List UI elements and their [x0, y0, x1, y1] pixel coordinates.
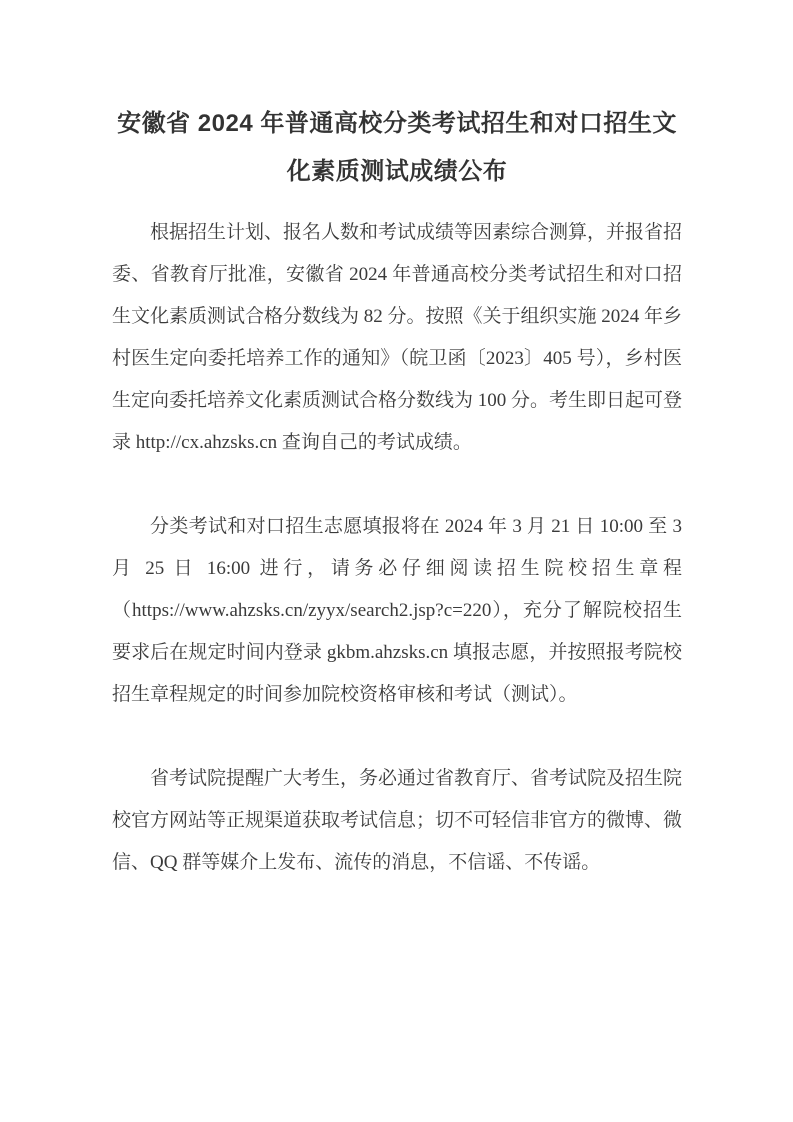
paragraph-application-schedule: 分类考试和对口招生志愿填报将在 2024 年 3 月 21 日 10:00 至 3 月 25 日 16:00 进行，请务必仔细阅读招生院校招生章程（https://www.ahzsks.cn/zyyx/search2.jsp?c=220），充分了解院校招生要求后在规定时间内登录 gkbm.ahzsks.cn 填报志愿，并按照报考院校招生章程规定的时间参加院校资格审核和考试（测试）。: [112, 516, 682, 705]
paragraph-score-line: 根据招生计划、报名人数和考试成绩等因素综合测算，并报省招委、省教育厅批准，安徽省 2024 年普通高校分类考试招生和对口招生文化素质测试合格分数线为 82 分。按照《关于组织实施 2024 年乡村医生定向委托培养工作的通知》（皖卫函〔2023〕405 号），乡村医生定向委托培养文化素质测试合格分数线为 100 分。考生即日起可登录 http://cx.ahzsks.cn 查询自己的考试成绩。: [112, 222, 683, 453]
document-title: 安徽省 2024 年普通高校分类考试招生和对口招生文化素质测试成绩公布: [117, 110, 677, 185]
document-content: [112, 100, 682, 884]
paragraph-official-channels-reminder: 省考试院提醒广大考生，务必通过省教育厅、省考试院及招生院校官方网站等正规渠道获取考试信息；切不可轻信非官方的微博、微信、QQ 群等媒介上发布、流传的消息，不信谣、不传谣。: [112, 768, 683, 873]
